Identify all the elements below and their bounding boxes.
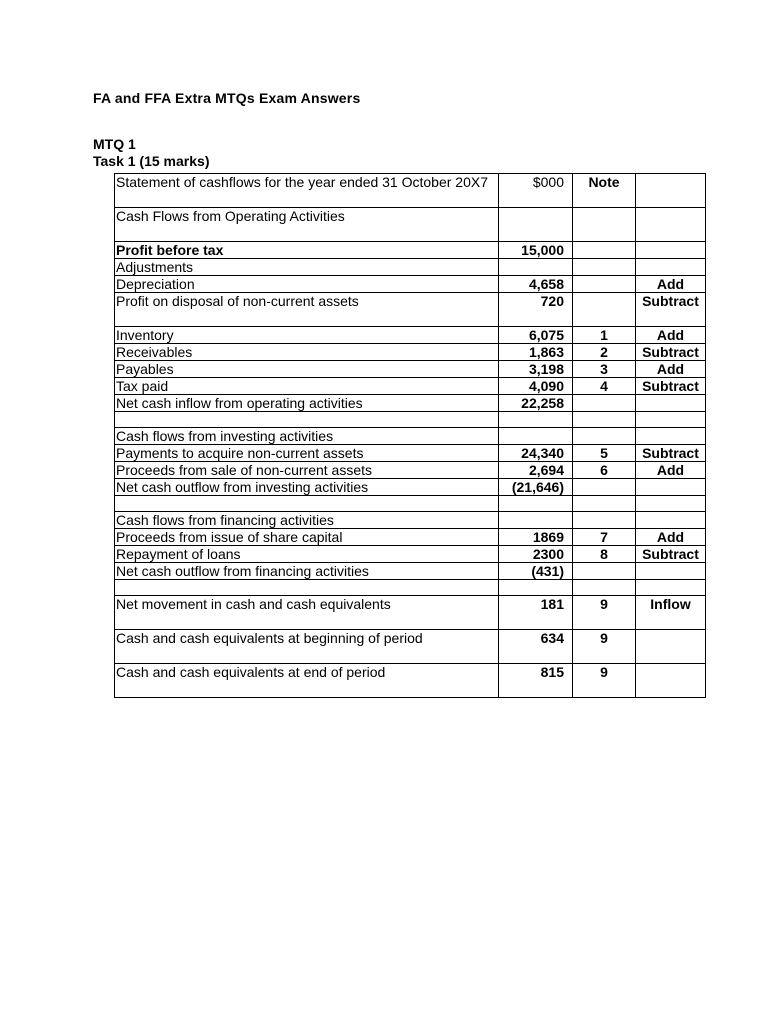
- header-amount: $000: [499, 174, 573, 208]
- row-description: Payments to acquire non-current assets: [115, 445, 499, 462]
- table-row: [115, 596, 706, 630]
- row-amount: 22,258: [499, 395, 573, 412]
- row-description: Payables: [115, 361, 499, 378]
- row-amount: 6,075: [499, 327, 573, 344]
- row-note: [573, 412, 636, 428]
- row-action: [636, 479, 706, 496]
- row-note: [573, 479, 636, 496]
- row-amount: 720: [499, 293, 573, 327]
- spacer-row: [115, 412, 706, 428]
- row-description: [115, 580, 499, 596]
- table-row: [115, 546, 706, 563]
- row-note: [573, 293, 636, 327]
- row-description: Proceeds from issue of share capital: [115, 529, 499, 546]
- spacer-row: [115, 580, 706, 596]
- row-action: Subtract: [636, 445, 706, 462]
- row-description: Adjustments: [115, 259, 499, 276]
- row-action: Add: [636, 276, 706, 293]
- row-description: Net cash inflow from operating activities: [115, 395, 499, 412]
- table-row: [115, 462, 706, 479]
- row-amount: 815: [499, 664, 573, 698]
- row-action: [636, 664, 706, 698]
- table-row: [115, 242, 706, 259]
- row-action: [636, 496, 706, 512]
- row-note: 6: [573, 462, 636, 479]
- row-description: Cash flows from financing activities: [115, 512, 499, 529]
- row-description: Profit before tax: [115, 242, 499, 259]
- table-row: [115, 378, 706, 395]
- row-description: Cash flows from investing activities: [115, 428, 499, 445]
- row-action: [636, 512, 706, 529]
- row-amount: 1,863: [499, 344, 573, 361]
- row-description: Inventory: [115, 327, 499, 344]
- row-amount: 2,694: [499, 462, 573, 479]
- row-action: Inflow: [636, 596, 706, 630]
- cashflow-table-body: [115, 174, 706, 698]
- row-note: [573, 242, 636, 259]
- row-action: [636, 428, 706, 445]
- row-note: [573, 496, 636, 512]
- row-amount: 4,658: [499, 276, 573, 293]
- row-action: Add: [636, 529, 706, 546]
- row-note: [573, 208, 636, 242]
- row-amount: 15,000: [499, 242, 573, 259]
- row-note: 9: [573, 664, 636, 698]
- row-note: 2: [573, 344, 636, 361]
- row-amount: [499, 259, 573, 276]
- row-note: 1: [573, 327, 636, 344]
- row-note: 9: [573, 630, 636, 664]
- row-action: [636, 412, 706, 428]
- row-description: Cash and cash equivalents at beginning of period: [115, 630, 499, 664]
- row-description: Depreciation: [115, 276, 499, 293]
- table-row: [115, 276, 706, 293]
- row-action: Subtract: [636, 546, 706, 563]
- row-action: [636, 259, 706, 276]
- row-note: [573, 395, 636, 412]
- row-note: 3: [573, 361, 636, 378]
- row-action: Subtract: [636, 378, 706, 395]
- row-action: Subtract: [636, 344, 706, 361]
- row-action: Add: [636, 462, 706, 479]
- row-description: Receivables: [115, 344, 499, 361]
- row-action: Add: [636, 327, 706, 344]
- row-note: [573, 580, 636, 596]
- row-action: [636, 395, 706, 412]
- row-amount: 634: [499, 630, 573, 664]
- row-amount: [499, 412, 573, 428]
- row-amount: 2300: [499, 546, 573, 563]
- row-action: [636, 208, 706, 242]
- row-note: 7: [573, 529, 636, 546]
- table-row: [115, 563, 706, 580]
- row-amount: [499, 512, 573, 529]
- row-note: 8: [573, 546, 636, 563]
- row-note: [573, 276, 636, 293]
- row-amount: 24,340: [499, 445, 573, 462]
- table-row: [115, 344, 706, 361]
- cashflow-statement-table: [114, 173, 706, 698]
- row-description: Net cash outflow from financing activities: [115, 563, 499, 580]
- row-description: Cash Flows from Operating Activities: [115, 208, 499, 242]
- row-description: Repayment of loans: [115, 546, 499, 563]
- spacer-row: [115, 496, 706, 512]
- document-title: FA and FFA Extra MTQs Exam Answers: [93, 90, 361, 106]
- row-action: [636, 242, 706, 259]
- row-amount: [499, 428, 573, 445]
- row-note: [573, 259, 636, 276]
- row-description: Cash and cash equivalents at end of period: [115, 664, 499, 698]
- table-row: [115, 259, 706, 276]
- table-row: [115, 479, 706, 496]
- table-row: [115, 630, 706, 664]
- table-row: [115, 664, 706, 698]
- row-amount: 3,198: [499, 361, 573, 378]
- row-amount: 4,090: [499, 378, 573, 395]
- row-amount: (21,646): [499, 479, 573, 496]
- row-amount: [499, 580, 573, 596]
- row-note: 5: [573, 445, 636, 462]
- row-note: [573, 512, 636, 529]
- row-amount: 1869: [499, 529, 573, 546]
- table-row: [115, 445, 706, 462]
- table-row: [115, 208, 706, 242]
- row-amount: (431): [499, 563, 573, 580]
- row-amount: [499, 496, 573, 512]
- row-action: [636, 630, 706, 664]
- header-action: [636, 174, 706, 208]
- task-heading: Task 1 (15 marks): [93, 153, 210, 169]
- row-description: [115, 412, 499, 428]
- table-row: [115, 361, 706, 378]
- table-row: [115, 512, 706, 529]
- header-note: Note: [573, 174, 636, 208]
- row-note: 9: [573, 596, 636, 630]
- table-row: [115, 293, 706, 327]
- row-action: [636, 580, 706, 596]
- row-note: 4: [573, 378, 636, 395]
- table-row: [115, 395, 706, 412]
- row-description: Net movement in cash and cash equivalents: [115, 596, 499, 630]
- row-action: Add: [636, 361, 706, 378]
- row-description: Net cash outflow from investing activities: [115, 479, 499, 496]
- row-description: [115, 496, 499, 512]
- table-row: [115, 529, 706, 546]
- row-action: [636, 563, 706, 580]
- row-note: [573, 563, 636, 580]
- table-row: [115, 327, 706, 344]
- row-description: Proceeds from sale of non-current assets: [115, 462, 499, 479]
- row-action: Subtract: [636, 293, 706, 327]
- row-description: Tax paid: [115, 378, 499, 395]
- header-description: Statement of cashflows for the year ended 31 October 20X7: [115, 174, 499, 208]
- row-amount: [499, 208, 573, 242]
- table-row: [115, 428, 706, 445]
- row-description: Profit on disposal of non-current assets: [115, 293, 499, 327]
- table-header-row: [115, 174, 706, 208]
- mtq-heading: MTQ 1: [93, 136, 136, 152]
- row-note: [573, 428, 636, 445]
- row-amount: 181: [499, 596, 573, 630]
